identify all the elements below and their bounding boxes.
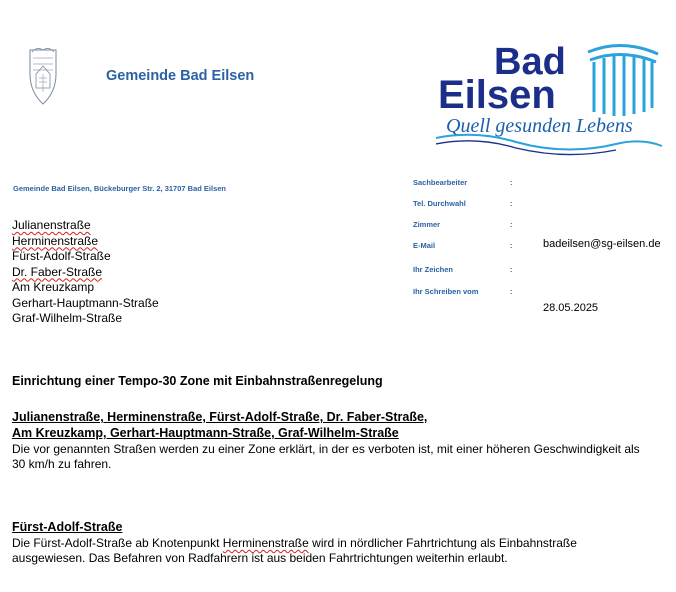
info-colon: : (510, 199, 513, 208)
section-title: Fürst-Adolf-Straße (12, 520, 123, 534)
info-label-email: E-Mail (413, 241, 436, 250)
recipient-line: Dr. Faber-Straße (12, 264, 103, 279)
info-label-sachbearbeiter: Sachbearbeiter (413, 178, 468, 187)
municipal-seal-icon (27, 44, 59, 112)
info-label-ihr-schreiben: Ihr Schreiben vom (413, 287, 479, 296)
info-colon: : (510, 220, 513, 229)
recipient-line: Julianenstraße (12, 218, 91, 232)
info-colon: : (510, 265, 513, 274)
info-colon: : (510, 178, 513, 187)
recipient-line: Gerhart-Hauptmann-Straße (12, 295, 159, 310)
recipient-line: Fürst-Adolf-Straße (12, 249, 111, 263)
info-label-tel: Tel. Durchwahl (413, 199, 466, 208)
letter-subject: Einrichtung einer Tempo-30 Zone mit Einbahnstraßenregelung (12, 374, 383, 388)
municipality-name: Gemeinde Bad Eilsen (106, 68, 255, 84)
bad-eilsen-logo (436, 40, 664, 156)
info-colon: : (510, 241, 513, 250)
info-label-zimmer: Zimmer (413, 220, 441, 229)
info-colon: : (510, 287, 513, 296)
info-label-ihr-zeichen: Ihr Zeichen (413, 265, 454, 274)
streets-line: Am Kreuzkamp, Gerhart-Hauptmann-Straße, Graf-Wilhelm-Straße (12, 426, 399, 440)
sender-address-line: Gemeinde Bad Eilsen, Bückeburger Str. 2, 31707 Bad Eilsen (13, 184, 227, 193)
section-paragraph: Die Fürst-Adolf-Straße ab Knotenpunkt Herminenstraße wird in nördlicher Fahrtrichtung als Einbahnstraße ausgewiesen. Das Befahren von Radfahrern ist aus beiden Fahrtrichtungen weiterhin erlaubt. (12, 536, 577, 565)
email-value: badeilsen@sg-eilsen.de (543, 238, 661, 250)
letter-date: 28.05.2025 (543, 302, 599, 314)
intro-paragraph: Die vor genannten Straßen werden zu einer Zone erklärt, in der es verboten ist, mit einer höheren Geschwindigkeit als 30 km/h zu fahren. (12, 442, 640, 471)
streets-line: Julianenstraße, Herminenstraße, Fürst-Adolf-Straße, Dr. Faber-Straße, (12, 410, 428, 424)
recipient-address-block (12, 218, 159, 327)
logo-word-eilsen: Eilsen (438, 73, 556, 117)
logo-word-bad: Bad (494, 41, 566, 83)
affected-streets-heading (12, 409, 427, 441)
recipient-line: Graf-Wilhelm-Straße (12, 311, 123, 325)
street-reference: Herminenstraße (222, 536, 309, 550)
recipient-line: Am Kreuzkamp (12, 280, 95, 294)
recipient-line: Herminenstraße (12, 233, 99, 248)
logo-slogan: Quell gesunden Lebens (446, 115, 633, 137)
